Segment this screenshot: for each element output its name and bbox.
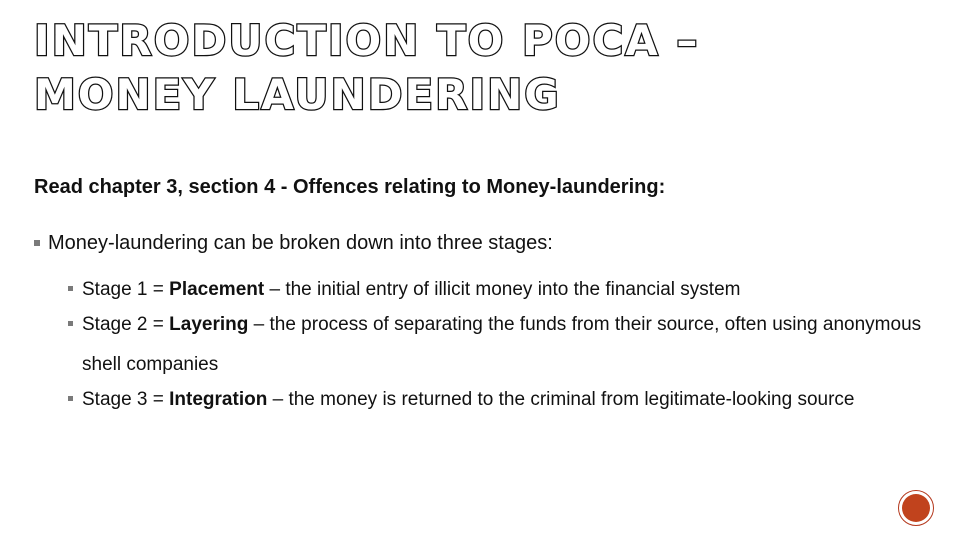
- stage-term: Integration: [169, 389, 268, 410]
- stage-description: – the money is returned to the criminal from legitimate-looking source: [267, 389, 855, 410]
- stage-prefix: Stage 2 =: [82, 314, 170, 335]
- main-bullet-text: Money-laundering can be broken down into three stages:: [48, 232, 553, 254]
- stage-prefix: Stage 3 =: [82, 389, 170, 410]
- stage-term: Placement: [169, 279, 265, 300]
- stage-description: – the initial entry of illicit money into the financial system: [264, 279, 741, 300]
- square-bullet-icon: [34, 240, 40, 246]
- square-bullet-icon: [68, 321, 73, 326]
- slide-title: INTRODUCTION TO POCA – MONEY LAUNDERING: [34, 16, 700, 119]
- stage-prefix: Stage 1 =: [82, 279, 170, 300]
- stage-term: Layering: [169, 314, 249, 335]
- stage-description: – the process of separating the funds from their source, often using anonymous shell companies: [82, 314, 922, 375]
- square-bullet-icon: [68, 286, 73, 291]
- stage-item-1: [68, 270, 934, 310]
- reading-instruction: Read chapter 3, section 4 - Offences relating to Money-laundering:: [34, 176, 666, 198]
- stage-item-2: [68, 305, 934, 385]
- stage-list: [48, 270, 934, 420]
- slide-number-badge: [898, 490, 934, 526]
- main-bullet: [34, 228, 934, 420]
- square-bullet-icon: [68, 396, 73, 401]
- slide-number-circle-icon: [902, 494, 930, 522]
- stage-item-3: [68, 380, 934, 420]
- bullet-list: [34, 228, 934, 425]
